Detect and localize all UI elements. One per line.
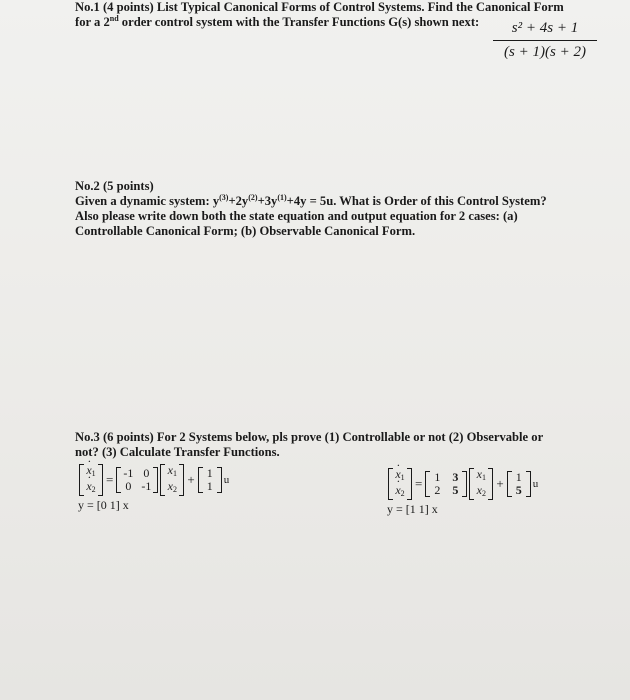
q3-line-1: No.3 (6 points) For 2 Systems below, pls prove (1) Controllable or not (2) Observable or [75,430,544,444]
system-1-x-vector: $x_1$ $x_2$ [160,464,184,496]
q3-line-2: not? (3) Calculate Transfer Functions. [75,445,280,459]
q2-line-2: Also please write down both the state equation and output equation for 2 cases: (a) [75,209,518,223]
system-1-b-vector: 1 1 [198,467,222,493]
tf-numerator: s² + 4s + 1 [511,20,579,36]
system-2-x-vector: $x_1$ $x_2$ [469,468,493,500]
system-2-input: u [532,478,539,490]
system-1-state-equation [78,464,229,496]
q2-line-3: Controllable Canonical Form; (b) Observable Canonical Form. [75,224,416,238]
q1-line-1: No.1 (4 points) List Typical Canonical Forms of Control Systems. Find the Canonical Form [75,0,564,14]
system-2-equations [387,468,538,517]
system-1-equations [78,464,229,513]
equals-sign: = [415,476,423,491]
q2-line-1: Given a dynamic system: $y^{(3)}+2y^{(2)}+3y^{(1)}+4y = 5u$. What is Order of this Control System? [75,193,547,208]
system-1-xdot-vector: $x \cdot_1$ $x \cdot_2$ [79,464,103,496]
question-3 [75,430,543,460]
plus-sign: + [496,476,504,491]
system-2-output-equation: y = [1 1] x [387,502,438,516]
system-1-output-equation: y = [0 1] x [78,498,129,512]
tf-denominator: (s + 1)(s + 2) [504,44,586,60]
question-2 [75,179,547,239]
system-1-input: u [223,474,230,486]
system-2-b-vector: 1 5 [507,471,531,497]
transfer-function [490,20,600,61]
system-2-xdot-vector: $x \cdot_1$ $x \cdot_2$ [388,468,412,500]
equals-sign: = [106,472,114,487]
system-1-a-matrix: -1 0 0 -1 [116,467,158,493]
system-2-a-matrix: 1 3 2 5 [425,471,467,497]
system-2-state-equation [387,468,538,500]
q2-title: No.2 (5 points) [75,179,154,193]
q1-line-2: for a 2nd order control system with the Transfer Functions G(s) shown next: [75,14,480,29]
plus-sign: + [187,472,195,487]
